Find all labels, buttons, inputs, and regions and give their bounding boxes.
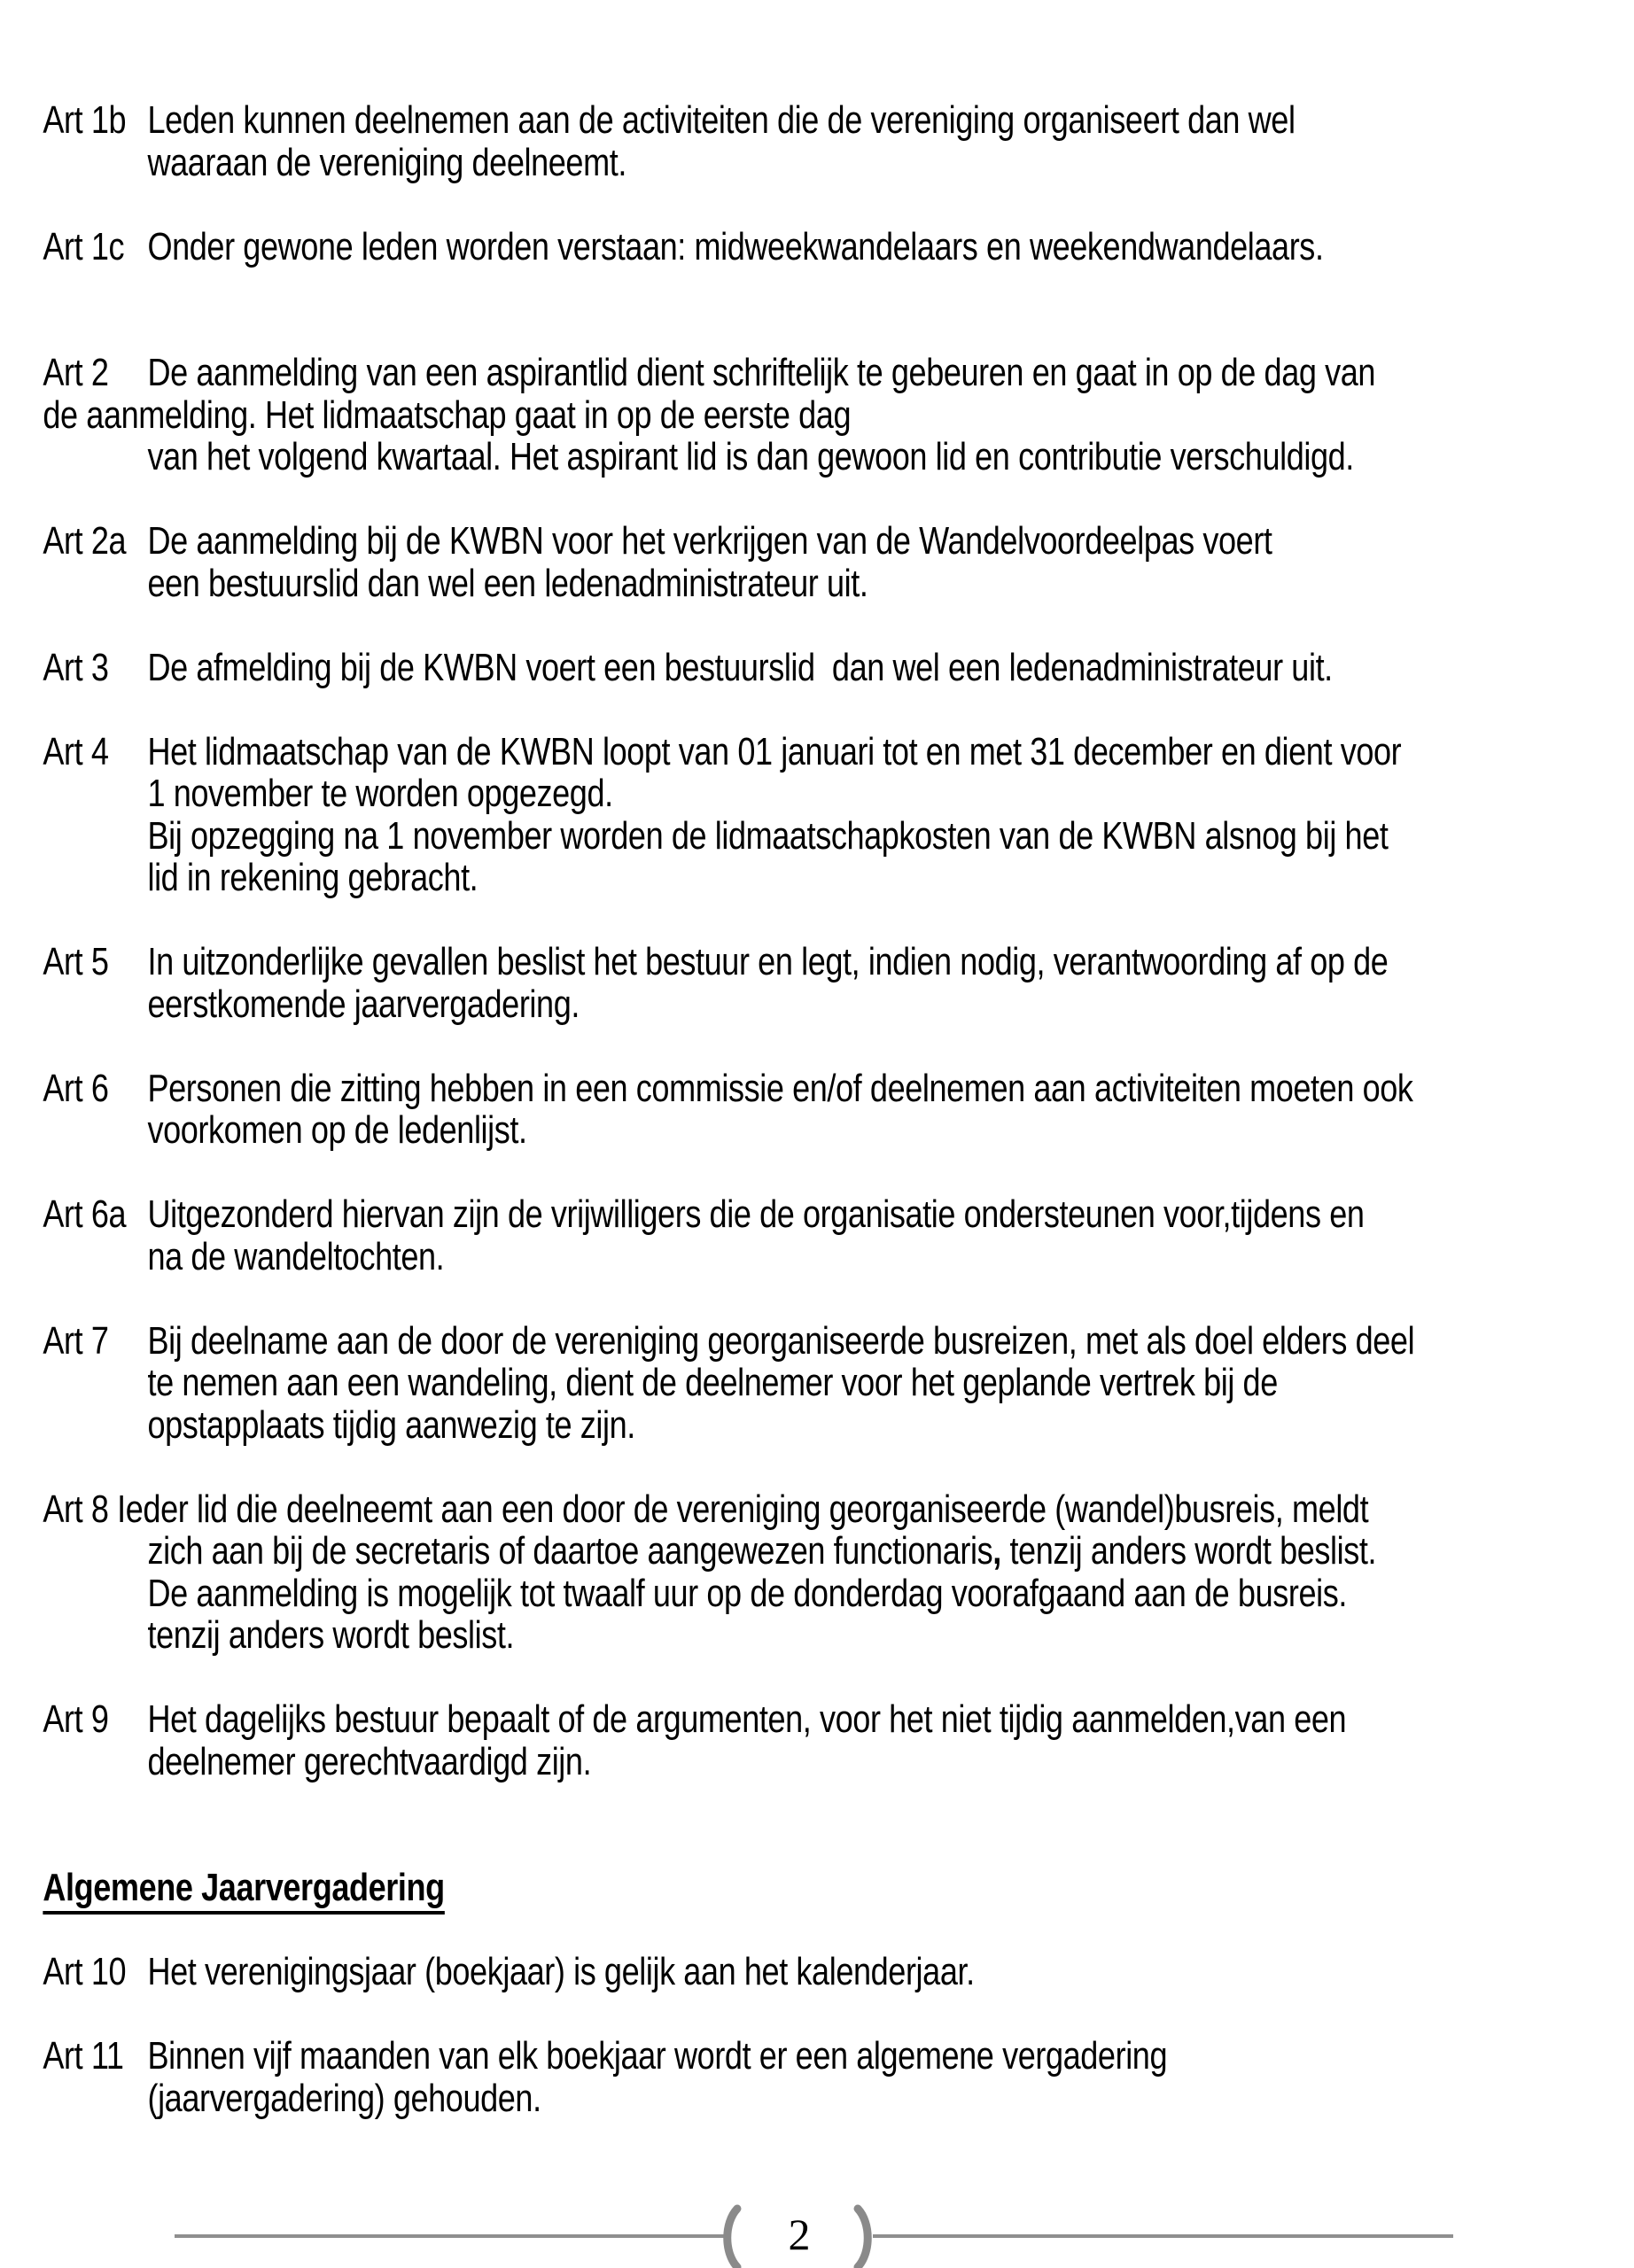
text-segment: Bij opzegging na 1 november worden de lidmaatschapkosten van de KWBN alsnog bij het: [147, 813, 1389, 858]
text-line: [43, 1614, 1634, 1657]
text-segment: De aanmelding is mogelijk tot twaalf uur op de donderdag voorafgaand aan de busreis.: [147, 1571, 1347, 1615]
footer-rule-right: [873, 2234, 1453, 2238]
text-segment: ,: [992, 1529, 1001, 1573]
paragraph-art-8: [43, 1488, 1634, 1657]
text-segment: De aanmelding van een aspirantlid dient schriftelijk te gebeuren en gaat in op de dag van: [147, 351, 1376, 394]
text-line: [43, 394, 1634, 437]
text-segment: Uitgezonderd hiervan zijn de vrijwilligers die de organisatie ondersteunen voor,tijdens en: [147, 1192, 1365, 1236]
text-segment: (jaarvergadering) gehouden.: [147, 2076, 541, 2120]
text-segment: tenzij anders wordt beslist.: [147, 1613, 515, 1657]
text-line: [43, 1867, 1634, 1909]
text-segment: De aanmelding bij de KWBN voor het verkrijgen van de Wandelvoordeelpas voert: [147, 519, 1272, 563]
article-label: Art 11: [43, 2034, 124, 2078]
paragraph-art-5: [43, 941, 1634, 1025]
text-segment: In uitzonderlijke gevallen beslist het bestuur en legt, indien nodig, verantwoording af op de: [147, 940, 1389, 983]
text-line: [43, 1236, 1634, 1278]
text-segment: Het verenigingsjaar (boekjaar) is gelijk aan het kalenderjaar.: [147, 1950, 975, 1993]
text-segment: Art 8 Ieder lid die deelneemt aan een door de vereniging georganiseerde (wandel)busreis, meldt: [43, 1487, 1369, 1531]
text-line: [43, 1320, 1634, 1363]
page-number: 2: [788, 2210, 811, 2259]
text-line: [43, 226, 1634, 268]
article-label: Art 9: [43, 1697, 109, 1741]
paragraph-art-10: [43, 1951, 1634, 1993]
text-segment: 1 november te worden opgezegd.: [147, 772, 613, 815]
text-line: [43, 2035, 1634, 2078]
article-label: Art 10: [43, 1950, 127, 1993]
text-segment: Personen die zitting hebben in een commissie en/of deelnemen aan activiteiten moeten ook: [147, 1066, 1413, 1110]
text-line: [43, 1362, 1634, 1404]
article-label: Art 5: [43, 940, 109, 983]
paragraph-heading-algemene-jaarvergadering: [43, 1867, 1634, 1909]
paragraph-art-9: [43, 1698, 1634, 1783]
text-line: [43, 773, 1634, 815]
text-segment: Leden kunnen deelnemen aan de activiteiten die de vereniging organiseert dan wel: [147, 98, 1296, 142]
text-segment: opstapplaats tijdig aanwezig te zijn.: [147, 1402, 635, 1447]
article-label: Art 6a: [43, 1192, 127, 1236]
paragraph-art-1c: [43, 226, 1634, 268]
text-line: [43, 983, 1634, 1026]
article-label: Art 1b: [43, 98, 127, 142]
text-segment: te nemen aan een wandeling, dient de deelnemer voor het geplande vertrek bij de: [147, 1361, 1278, 1404]
text-segment: Binnen vijf maanden van elk boekjaar wordt er een algemene vergadering: [147, 2034, 1168, 2078]
text-segment: Het dagelijks bestuur bepaalt of de argumenten, voor het niet tijdig aanmelden,van een: [147, 1697, 1347, 1741]
text-line: [43, 731, 1634, 773]
text-segment: voorkomen op de ledenlijst.: [147, 1108, 527, 1152]
paragraph-art-6a: [43, 1193, 1634, 1278]
article-label: Art 4: [43, 729, 109, 773]
text-line: [43, 647, 1634, 689]
text-segment: van het volgend kwartaal. Het aspirant lid is dan gewoon lid en contributie verschuldigd.: [147, 435, 1354, 478]
article-label: Art 6: [43, 1066, 109, 1110]
text-line: [43, 520, 1634, 563]
text-segment: lid in rekening gebracht.: [147, 856, 479, 899]
text-segment: een bestuurslid dan wel een ledenadministrateur uit.: [147, 561, 868, 605]
article-label: Art 2a: [43, 519, 127, 563]
text-segment: Onder gewone leden worden verstaan: midweekwandelaars en weekendwandelaars.: [147, 224, 1324, 268]
article-label: Art 7: [43, 1318, 109, 1363]
text-line: [43, 941, 1634, 983]
paragraph-art-6: [43, 1068, 1634, 1152]
text-line: [43, 1741, 1634, 1783]
text-line: [43, 1698, 1634, 1741]
text-segment: Het lidmaatschap van de KWBN loopt van 01 januari tot en met 31 december en dient voor: [147, 729, 1402, 773]
text-segment: De afmelding bij de KWBN voert een bestuurslid dan wel een ledenadministrateur uit.: [147, 645, 1333, 689]
text-line: [43, 1951, 1634, 1993]
text-segment: deelnemer gerechtvaardigd zijn.: [147, 1739, 592, 1783]
text-line: [43, 436, 1634, 478]
text-segment: zich aan bij de secretaris of daartoe aangewezen functionaris: [147, 1529, 993, 1573]
text-segment: na de wandeltochten.: [147, 1234, 445, 1278]
paragraph-art-1b: [43, 99, 1634, 183]
text-line: [43, 1404, 1634, 1447]
article-label: Art 2: [43, 351, 109, 394]
text-line: [43, 1109, 1634, 1152]
paragraph-art-2a: [43, 520, 1634, 604]
open-bracket-icon: [719, 2204, 742, 2268]
text-line: [43, 1573, 1634, 1615]
footer-rule-left: [175, 2234, 725, 2238]
text-line: [43, 2078, 1634, 2120]
text-segment: waaraan de vereniging deelneemt.: [147, 140, 626, 184]
paragraph-art-11: [43, 2035, 1634, 2119]
text-segment: eerstkomende jaarvergadering.: [147, 982, 580, 1026]
text-line: [43, 815, 1634, 858]
text-line: [43, 1193, 1634, 1236]
text-line: [43, 352, 1634, 394]
text-segment: Bij deelname aan de door de vereniging georganiseerde busreizen, met als doel elders deel: [147, 1318, 1415, 1363]
document-body: [0, 99, 1634, 2119]
text-line: [43, 1068, 1634, 1110]
text-line: [43, 857, 1634, 899]
text-line: [43, 142, 1634, 184]
text-segment: de aanmelding. Het lidmaatschap gaat in op de eerste dag: [43, 392, 852, 437]
text-line: [43, 99, 1634, 142]
paragraph-art-2: [43, 352, 1634, 478]
article-label: Art 3: [43, 645, 109, 689]
paragraph-art-3: [43, 647, 1634, 689]
paragraph-art-4: [43, 731, 1634, 899]
paragraph-art-7: [43, 1320, 1634, 1447]
section-heading: Algemene Jaarvergadering: [43, 1866, 444, 1915]
text-line: [43, 1488, 1634, 1531]
text-line: [43, 563, 1634, 605]
text-segment: tenzij anders wordt beslist.: [1000, 1529, 1377, 1573]
article-label: Art 1c: [43, 224, 125, 268]
text-line: [43, 1530, 1634, 1573]
